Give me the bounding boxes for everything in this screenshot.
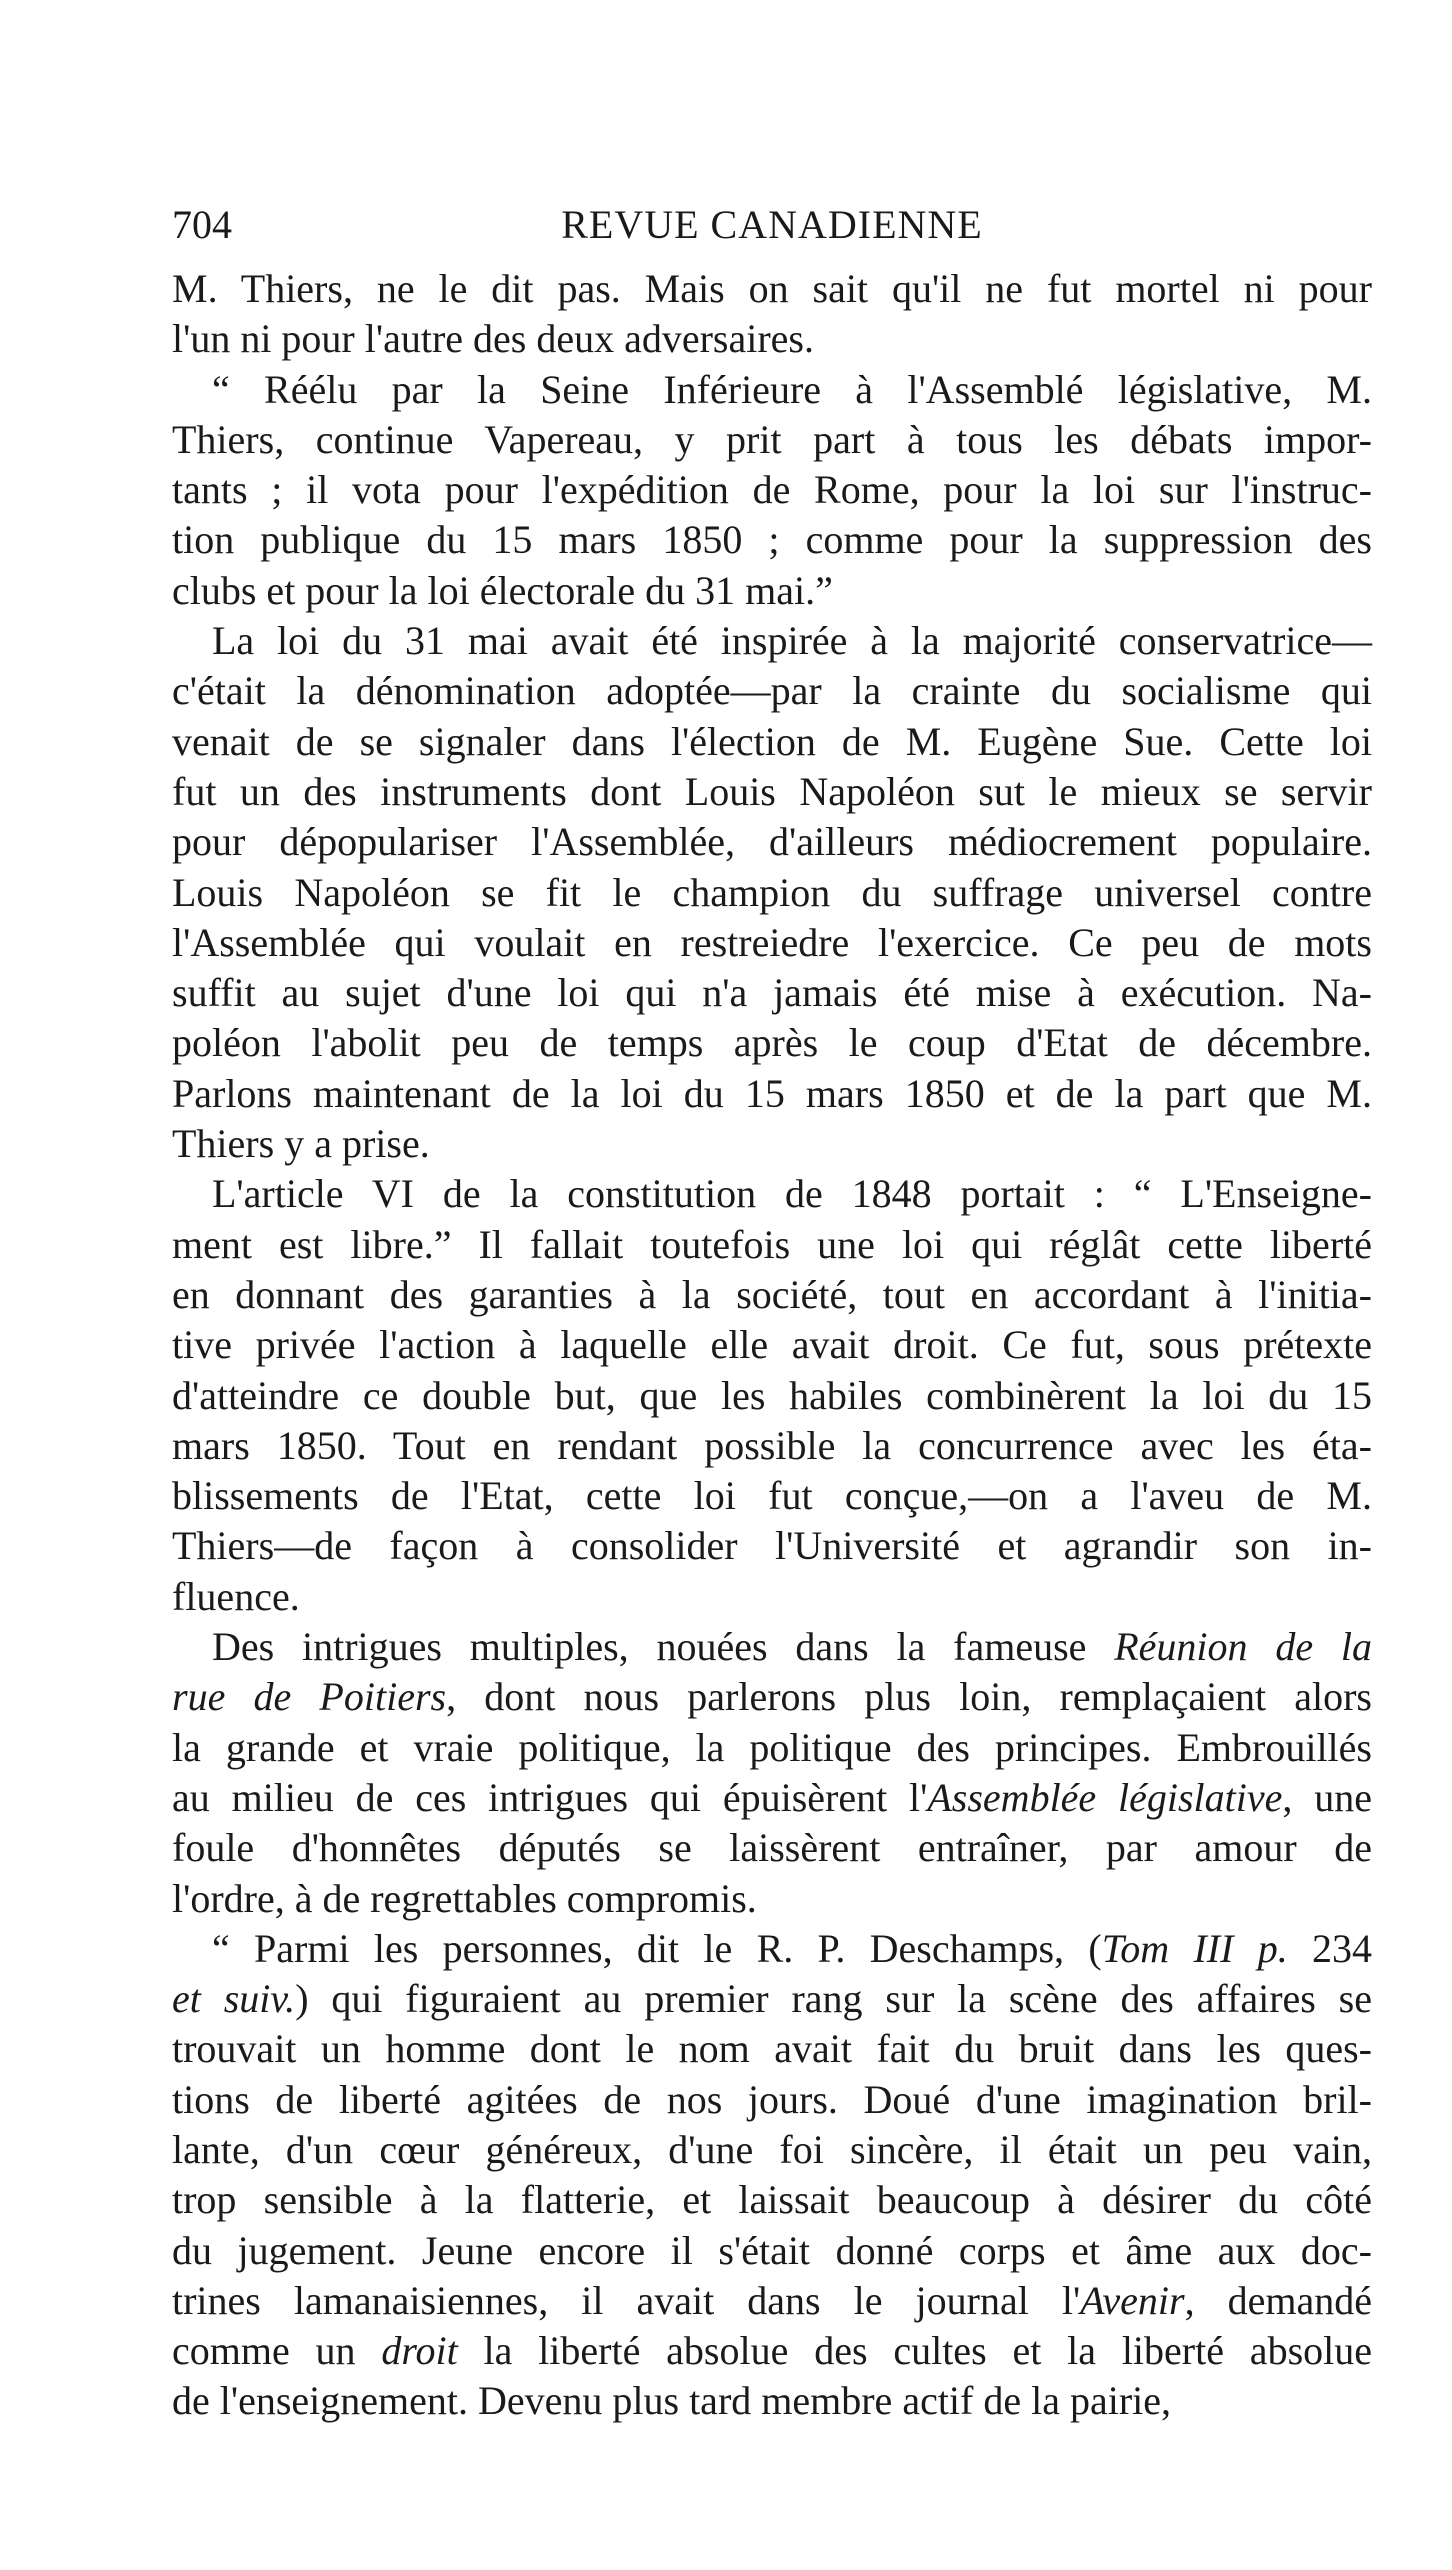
text-line: Louis Napoléon se fit le champion du suffrage universel contre xyxy=(172,869,1372,915)
paragraph xyxy=(172,1169,1372,1622)
text-line: foule d'honnêtes députés se laissèrent entraîner, par amour de xyxy=(172,1825,1372,1871)
text-line: fluence. xyxy=(172,1573,300,1619)
text-line: mars 1850. Tout en rendant possible la concurrence avec les éta- xyxy=(172,1422,1372,1468)
body-text xyxy=(172,264,1372,2427)
text-line: trouvait un homme dont le nom avait fait du bruit dans les ques- xyxy=(172,2026,1372,2072)
text-line: suffit au sujet d'une loi qui n'a jamais été mise à exécution. Na- xyxy=(172,970,1372,1016)
text-line: blissements de l'Etat, cette loi fut conçue,—on a l'aveu de M. xyxy=(172,1473,1372,1519)
text-line: fut un des instruments dont Louis Napoléon sut le mieux se servir xyxy=(172,768,1372,814)
text-line: c'était la dénomination adoptée—par la crainte du socialisme qui xyxy=(172,668,1372,714)
text-line: Des intrigues multiples, nouées dans la fameuse Réunion de la xyxy=(212,1624,1372,1670)
text-line: Thiers, continue Vapereau, y prit part à tous les débats impor- xyxy=(172,416,1372,462)
text-line: comme un droit la liberté absolue des cultes et la liberté absolue xyxy=(172,2328,1372,2374)
paragraph xyxy=(172,1924,1372,2427)
text-line: Parlons maintenant de la loi du 15 mars 1850 et de la part que M. xyxy=(172,1070,1372,1116)
page-header xyxy=(172,200,1372,262)
text-line: Thiers y a prise. xyxy=(172,1121,430,1167)
text-line: La loi du 31 mai avait été inspirée à la majorité conservatrice— xyxy=(212,618,1372,664)
text-line: “ Parmi les personnes, dit le R. P. Deschamps, (Tom III p. 234 xyxy=(212,1925,1373,1971)
text-line: l'Assemblée qui voulait en restreiedre l'exercice. Ce peu de mots xyxy=(172,919,1372,965)
running-title: REVUE CANADIENNE xyxy=(561,202,983,247)
text-line: lante, d'un cœur généreux, d'une foi sincère, il était un peu vain, xyxy=(172,2126,1372,2172)
text-line: venait de se signaler dans l'élection de M. Eugène Sue. Cette loi xyxy=(172,718,1372,764)
text-line: rue de Poitiers, dont nous parlerons plus loin, remplaçaient alors xyxy=(172,1674,1372,1720)
paragraph xyxy=(172,365,1372,616)
page-number: 704 xyxy=(172,202,232,247)
text-line: du jugement. Jeune encore il s'était donné corps et âme aux doc- xyxy=(172,2227,1372,2273)
text-line: poléon l'abolit peu de temps après le coup d'Etat de décembre. xyxy=(172,1020,1372,1066)
book-page xyxy=(172,200,1372,2427)
paragraph xyxy=(172,616,1372,1169)
text-line: tive privée l'action à laquelle elle avait droit. Ce fut, sous prétexte xyxy=(172,1322,1372,1368)
text-line: L'article VI de la constitution de 1848 portait : “ L'Enseigne- xyxy=(212,1171,1372,1217)
text-line: en donnant des garanties à la société, tout en accordant à l'initia- xyxy=(172,1271,1372,1317)
text-line: l'un ni pour l'autre des deux adversaires. xyxy=(172,316,814,362)
text-line: pour dépopulariser l'Assemblée, d'ailleurs médiocrement populaire. xyxy=(172,819,1372,865)
text-line: Thiers—de façon à consolider l'Université et agrandir son in- xyxy=(172,1523,1372,1569)
text-line: ment est libre.” Il fallait toutefois une loi qui réglât cette liberté xyxy=(172,1221,1372,1267)
text-line: tions de liberté agitées de nos jours. Doué d'une imagination bril- xyxy=(172,2076,1372,2122)
text-line: clubs et pour la loi électorale du 31 mai.” xyxy=(172,567,833,613)
text-line: trop sensible à la flatterie, et laissait beaucoup à désirer du côté xyxy=(172,2177,1372,2223)
text-line: tants ; il vota pour l'expédition de Rome, pour la loi sur l'instruc- xyxy=(172,467,1372,513)
text-line: la grande et vraie politique, la politique des principes. Embrouillés xyxy=(172,1724,1372,1770)
text-line: tion publique du 15 mars 1850 ; comme pour la suppression des xyxy=(172,517,1372,563)
text-line: M. Thiers, ne le dit pas. Mais on sait qu'il ne fut mortel ni pour xyxy=(172,266,1372,311)
paragraph xyxy=(172,1622,1372,1924)
text-line: au milieu de ces intrigues qui épuisèrent l'Assemblée législative, une xyxy=(172,1774,1373,1820)
text-line: “ Réélu par la Seine Inférieure à l'Assemblé législative, M. xyxy=(212,366,1372,412)
paragraph xyxy=(172,264,1372,365)
text-line: et suiv.) qui figuraient au premier rang sur la scène des affaires se xyxy=(172,1976,1372,2022)
text-line: de l'enseignement. Devenu plus tard membre actif de la pairie, xyxy=(172,2378,1172,2424)
text-line: d'atteindre ce double but, que les habiles combinèrent la loi du 15 xyxy=(172,1372,1372,1418)
text-line: trines lamanaisiennes, il avait dans le journal l'Avenir, demandé xyxy=(172,2277,1372,2323)
text-line: l'ordre, à de regrettables compromis. xyxy=(172,1875,757,1921)
